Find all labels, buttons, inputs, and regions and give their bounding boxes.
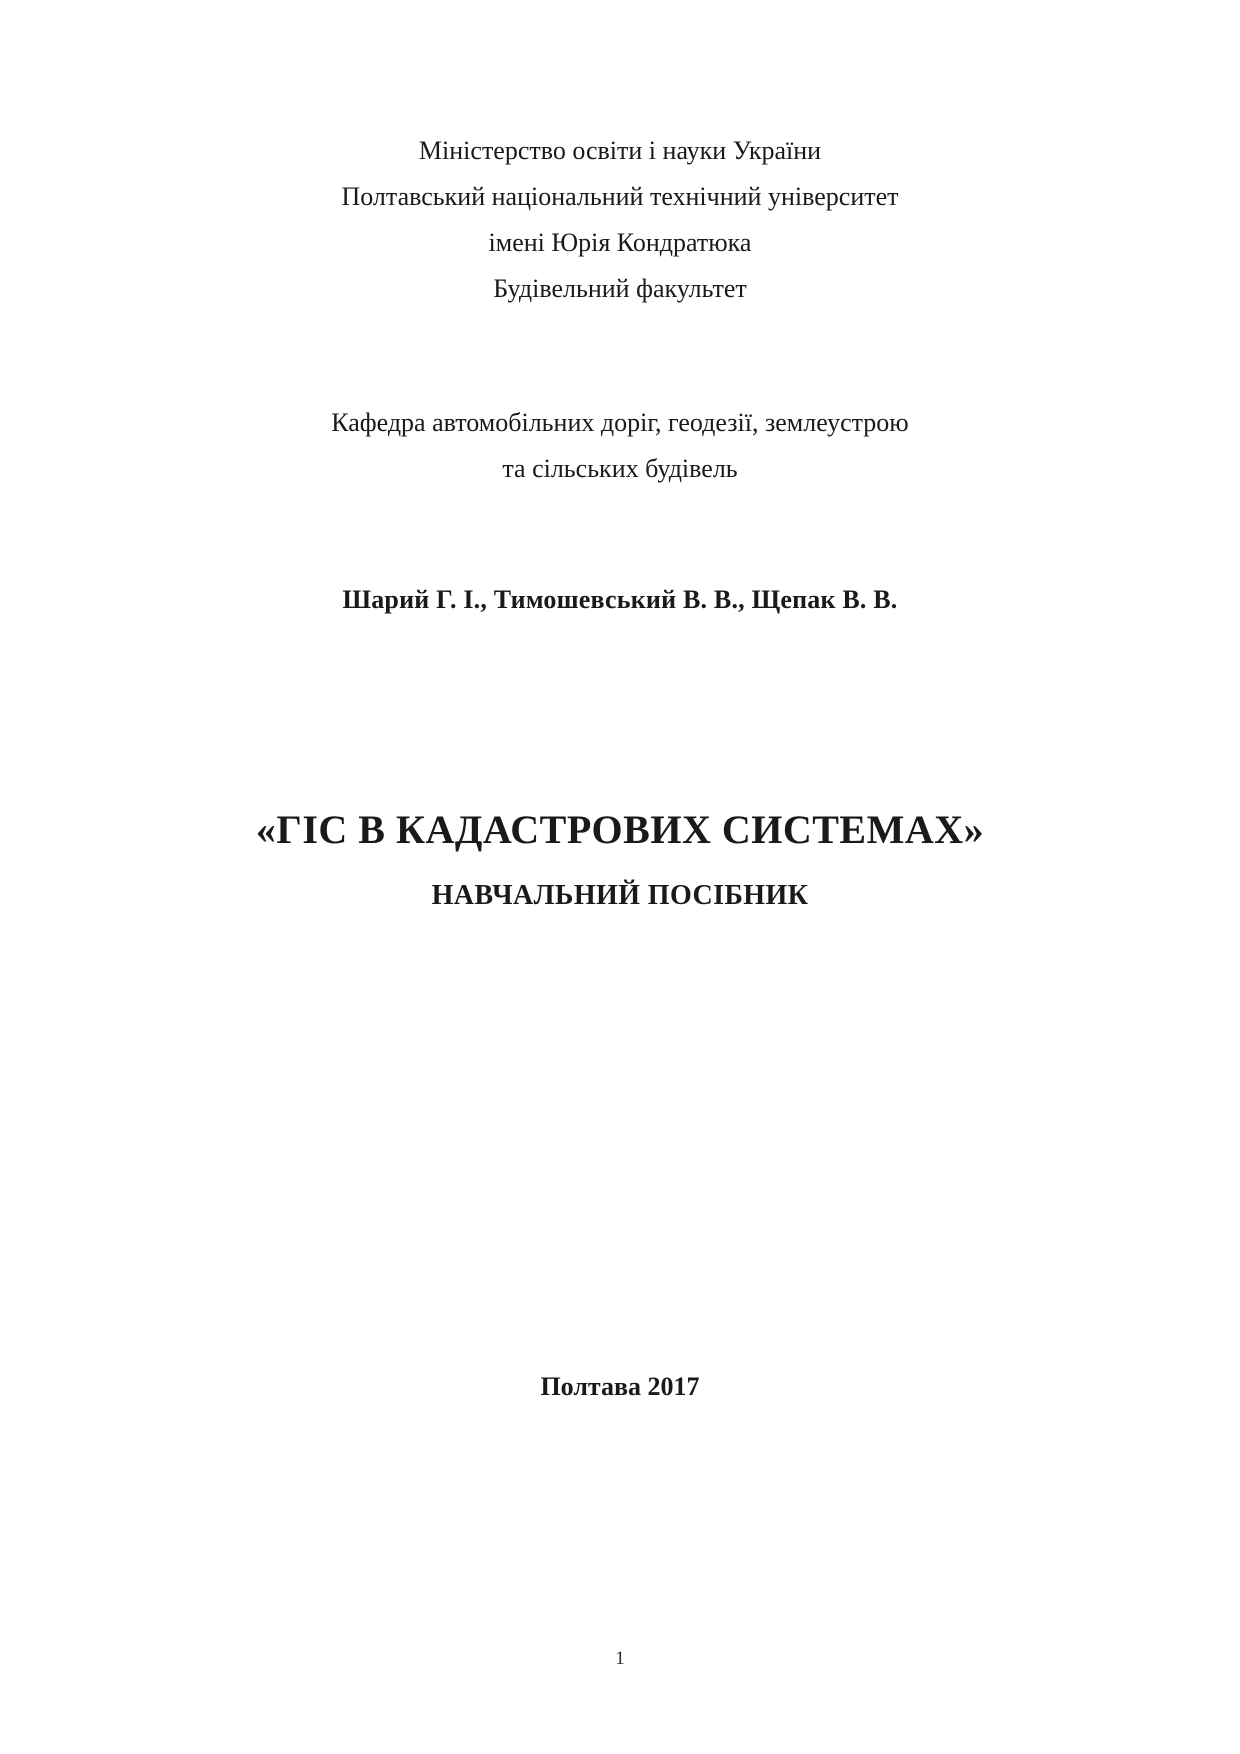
department-line-1: Кафедра автомобільних доріг, геодезії, землеустрою — [331, 408, 909, 437]
page-title: «ГІС В КАДАСТРОВИХ СИСТЕМАХ» — [255, 807, 985, 852]
institution-block — [150, 128, 1090, 312]
place-and-year: Полтава 2017 — [540, 1372, 700, 1401]
page-subtitle: НАВЧАЛЬНИЙ ПОСІБНИК — [431, 880, 809, 911]
authors-line: Шарий Г. І., Тимошевський В. В., Щепак В. В. — [342, 585, 898, 614]
title-page-content — [150, 0, 1090, 1754]
university-name-line: імені Юрія Кондратюка — [488, 228, 752, 257]
faculty-line: Будівельний факультет — [493, 274, 747, 303]
page-number: 1 — [615, 1648, 625, 1669]
department-block — [150, 400, 1090, 492]
ministry-line: Міністерство освіти і науки України — [418, 136, 822, 165]
department-line-2: та сільських будівель — [502, 454, 738, 483]
university-line: Полтавський національний технічний університет — [341, 182, 899, 211]
